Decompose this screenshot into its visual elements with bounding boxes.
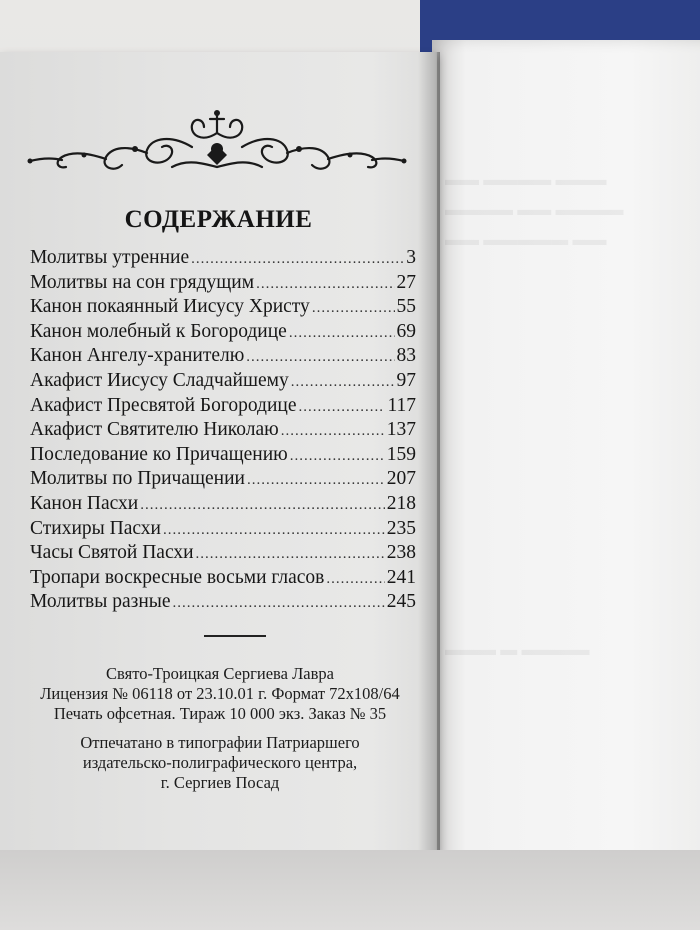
toc-entry xyxy=(30,493,416,518)
toc-entry xyxy=(30,272,416,297)
table-surface xyxy=(0,850,700,930)
imprint-printed-line: Отпечатано в типографии Патриаршего xyxy=(80,733,360,752)
bleed-through-line: ▬▬ ▬▬▬▬▬ ▬▬ xyxy=(445,230,607,249)
toc-entry-title: Акафист Святителю Николаю xyxy=(30,419,279,441)
toc-entry-page: 117 xyxy=(387,394,416,416)
toc-leader-dots xyxy=(299,399,386,416)
toc-entry-page: 69 xyxy=(396,320,416,342)
toc-entry-page: 235 xyxy=(386,517,416,539)
imprint-printed-line: г. Сергиев Посад xyxy=(160,773,280,792)
toc-entry-title: Тропари воскресные восьми гласов xyxy=(30,566,325,588)
toc-entry xyxy=(30,419,416,444)
toc-leader-dots xyxy=(163,522,385,539)
toc-entry-page: 207 xyxy=(386,468,416,490)
toc-entry xyxy=(30,468,416,493)
toc-entry xyxy=(30,444,416,469)
toc-entry-page: 241 xyxy=(386,566,416,588)
toc-entry-page: 83 xyxy=(396,345,416,367)
imprint-block xyxy=(20,664,420,724)
toc-leader-dots xyxy=(173,595,385,612)
toc-entry xyxy=(30,370,416,395)
imprint-printer-block xyxy=(20,733,420,793)
toc-entry-title: Молитвы по Причащении xyxy=(30,468,245,490)
separator-line xyxy=(204,635,266,637)
toc-entry xyxy=(30,567,416,592)
toc-entry-title: Акафист Пресвятой Богородице xyxy=(30,394,297,416)
page-title: СОДЕРЖАНИЕ xyxy=(124,206,313,233)
toc-leader-dots xyxy=(196,546,385,563)
imprint-print-info: Печать офсетная. Тираж 10 000 экз. Заказ № 35 xyxy=(53,704,387,723)
imprint-publisher: Свято-Троицкая Сергиева Лавра xyxy=(106,664,334,683)
bleed-through-line: ▬▬▬ ▬ ▬▬▬▬ xyxy=(445,640,590,659)
toc-leader-dots xyxy=(281,423,385,440)
toc-entry-title: Молитвы на сон грядущим xyxy=(30,271,255,293)
toc-entry-page: 218 xyxy=(386,492,416,514)
toc-entry-title: Часы Святой Пасхи xyxy=(30,542,194,564)
toc-entry-title: Молитвы утренние xyxy=(30,247,190,268)
toc-entry-page: 159 xyxy=(386,443,416,465)
toc-entry-title: Канон молебный к Богородице xyxy=(30,320,287,342)
toc-leader-dots xyxy=(247,472,385,489)
toc-entry-page: 245 xyxy=(386,591,416,613)
toc-entry xyxy=(30,542,416,567)
toc-entry xyxy=(30,247,416,272)
toc-entry-title: Канон покаянный Иисусу Христу xyxy=(30,296,310,318)
toc-leader-dots xyxy=(256,276,394,293)
toc-leader-dots xyxy=(290,448,385,465)
toc-leader-dots xyxy=(246,349,394,366)
toc-entry-page: 137 xyxy=(386,419,416,441)
toc-entry-page: 97 xyxy=(396,369,416,391)
table-of-contents xyxy=(30,247,416,616)
toc-leader-dots xyxy=(191,251,404,268)
toc-entry xyxy=(30,591,416,616)
toc-leader-dots xyxy=(326,571,384,588)
toc-entry xyxy=(30,296,416,321)
ornament-header-icon xyxy=(22,105,412,180)
toc-entry xyxy=(30,518,416,543)
toc-entry xyxy=(30,321,416,346)
toc-entry-page: 55 xyxy=(396,296,416,318)
imprint-license: Лицензия № 06118 от 23.10.01 г. Формат 72х108/64 xyxy=(40,684,400,703)
imprint-printed-line: издательско-полиграфического центра, xyxy=(82,753,358,772)
toc-entry xyxy=(30,345,416,370)
toc-entry-title: Канон Пасхи xyxy=(30,492,139,514)
toc-entry-title: Молитвы разные xyxy=(30,591,171,613)
toc-entry-page: 3 xyxy=(406,247,416,268)
toc-entry-title: Акафист Иисусу Сладчайшему xyxy=(30,369,289,391)
bleed-through-line: ▬▬ ▬▬▬▬ ▬▬▬ xyxy=(445,170,607,189)
toc-entry-title: Последование ко Причащению xyxy=(30,443,288,465)
toc-entry-title: Канон Ангелу-хранителю xyxy=(30,345,245,367)
bleed-through-line: ▬▬▬▬ ▬▬ ▬▬▬▬ xyxy=(445,200,624,219)
toc-entry-page: 27 xyxy=(396,271,416,293)
toc-leader-dots xyxy=(291,374,395,391)
toc-leader-dots xyxy=(312,300,395,317)
toc-leader-dots xyxy=(140,497,385,514)
toc-entry xyxy=(30,395,416,420)
toc-entry-page: 238 xyxy=(386,542,416,564)
page-gutter xyxy=(418,52,440,852)
toc-entry-title: Стихиры Пасхи xyxy=(30,517,161,539)
toc-leader-dots xyxy=(289,325,395,342)
